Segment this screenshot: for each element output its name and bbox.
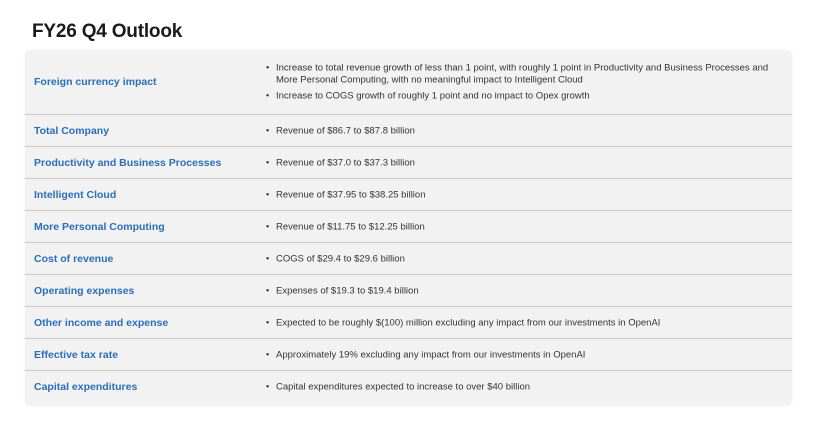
- bullet-list: [266, 317, 781, 329]
- row-label-cost-of-revenue: Cost of revenue: [34, 252, 114, 265]
- bullet-text: Revenue of $37.95 to $38.25 billion: [276, 188, 426, 200]
- bullet-text: Increase to COGS growth of roughly 1 point and no impact to Opex growth: [276, 90, 590, 102]
- outlook-table: [25, 50, 792, 406]
- table-row: [25, 339, 792, 371]
- bullet-text: Revenue of $86.7 to $87.8 billion: [276, 124, 415, 136]
- row-label-other-income-and-expense: Other income and expense: [34, 316, 169, 329]
- bullet-text: Expenses of $19.3 to $19.4 billion: [276, 284, 419, 296]
- bullet-list: [266, 62, 781, 102]
- row-label-intelligent-cloud: Intelligent Cloud: [34, 188, 117, 201]
- bullet-text: Approximately 19% excluding any impact from our investments in OpenAI: [276, 348, 586, 360]
- page-title: FY26 Q4 Outlook: [32, 21, 183, 42]
- bullet-list: [266, 381, 781, 393]
- bullet-item: [266, 125, 781, 137]
- row-label-foreign-currency-impact: Foreign currency impact: [34, 76, 157, 88]
- bullet-item: [266, 189, 781, 201]
- table-row: [25, 211, 792, 243]
- bullet-icon: •: [266, 62, 270, 73]
- row-label-effective-tax-rate: Effective tax rate: [34, 348, 119, 361]
- bullet-item: [266, 90, 781, 102]
- row-label-capital-expenditures: Capital expenditures: [34, 381, 138, 393]
- outlook-rows: [25, 50, 792, 403]
- table-row: [25, 307, 792, 339]
- bullet-item: [266, 285, 781, 297]
- bullet-icon: •: [266, 252, 270, 263]
- row-label-productivity-and-business-processes: Productivity and Business Processes: [34, 156, 222, 169]
- bullet-item: [266, 62, 781, 85]
- bullet-item: [266, 349, 781, 361]
- row-label-operating-expenses: Operating expenses: [34, 284, 135, 297]
- bullet-list: [266, 125, 781, 137]
- row-label-more-personal-computing: More Personal Computing: [34, 220, 165, 233]
- table-row: [25, 50, 792, 115]
- bullet-list: [266, 349, 781, 361]
- bullet-list: [266, 221, 781, 233]
- bullet-icon: •: [266, 220, 270, 231]
- bullet-list: [266, 253, 781, 265]
- table-row: [25, 115, 792, 147]
- bullet-text: Revenue of $11.75 to $12.25 billion: [276, 220, 425, 232]
- bullet-text: Expected to be roughly $(100) million excluding any impact from our investments in OpenAI: [276, 316, 661, 328]
- bullet-icon: •: [266, 284, 270, 295]
- bullet-list: [266, 189, 781, 201]
- bullet-list: [266, 285, 781, 297]
- bullet-item: [266, 157, 781, 169]
- bullet-icon: •: [266, 90, 270, 101]
- bullet-item: [266, 221, 781, 233]
- bullet-item: [266, 253, 781, 265]
- table-row: [25, 371, 792, 403]
- bullet-icon: •: [266, 316, 270, 327]
- bullet-list: [266, 157, 781, 169]
- bullet-item: [266, 317, 781, 329]
- bullet-text: Revenue of $37.0 to $37.3 billion: [276, 156, 415, 168]
- row-label-total-company: Total Company: [34, 124, 110, 137]
- table-row: [25, 275, 792, 307]
- table-row: [25, 147, 792, 179]
- table-row: [25, 179, 792, 211]
- bullet-text: COGS of $29.4 to $29.6 billion: [276, 252, 405, 264]
- bullet-icon: •: [266, 156, 270, 167]
- bullet-item: [266, 381, 781, 393]
- bullet-text: Capital expenditures expected to increase to over $40 billion: [276, 381, 531, 393]
- bullet-icon: •: [266, 124, 270, 135]
- bullet-icon: •: [266, 381, 270, 392]
- bullet-text: Increase to total revenue growth of less than 1 point, with roughly 1 point in Productivity and Business Processes and More Personal Computing, with no meaningful impact to Intelligent Cloud: [276, 62, 769, 85]
- table-row: [25, 243, 792, 275]
- bullet-icon: •: [266, 188, 270, 199]
- bullet-icon: •: [266, 348, 270, 359]
